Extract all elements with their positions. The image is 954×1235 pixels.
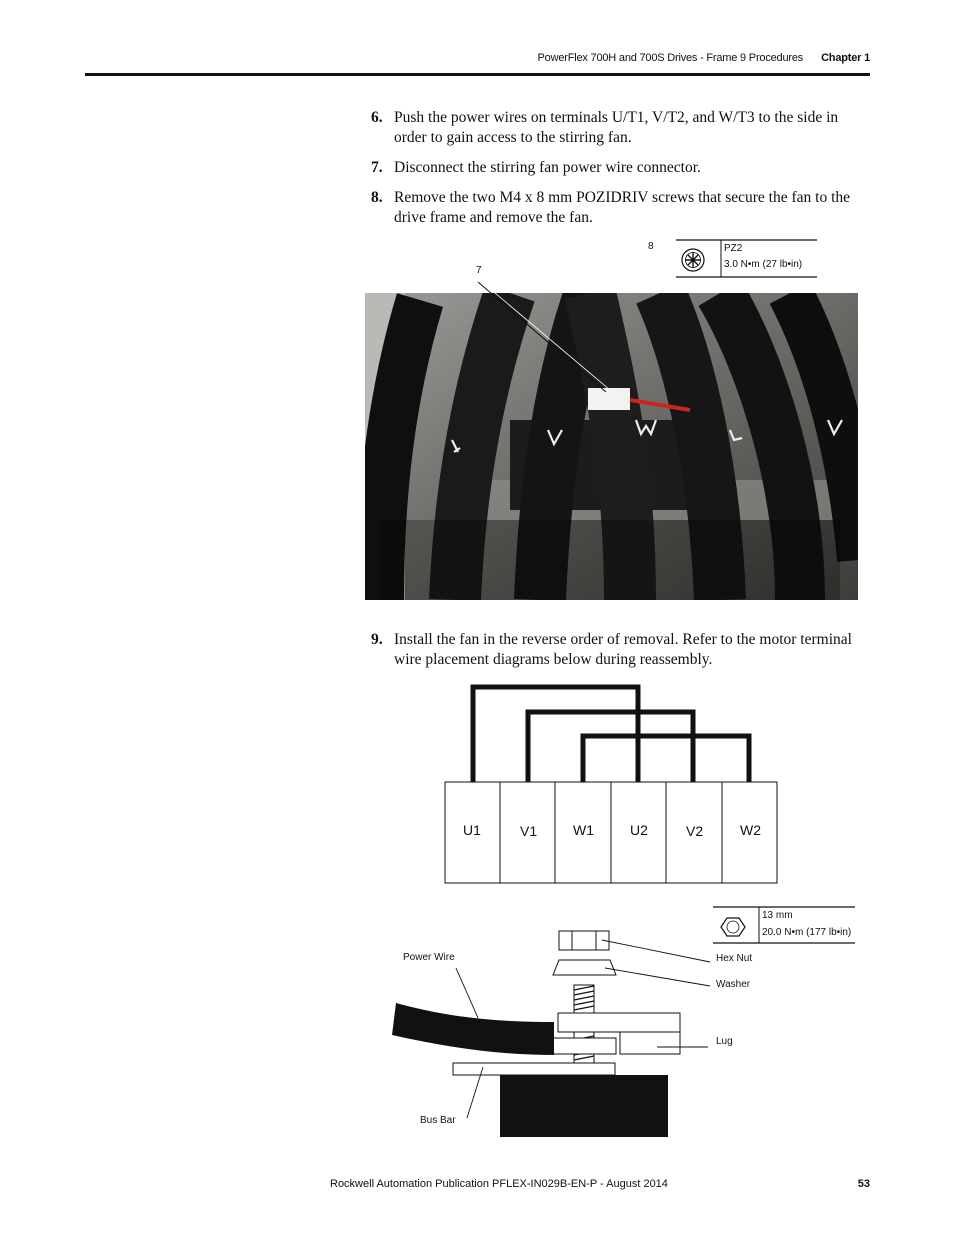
step-text: Disconnect the stirring fan power wire connector.	[394, 159, 701, 176]
pozidriv-callout	[676, 240, 817, 277]
step-text: Push the power wires on terminals U/T1, V/T2, and W/T3 to the side in order to gain access to the stirring fan.	[394, 109, 839, 146]
footer-publication: Rockwell Automation Publication PFLEX-IN029B-EN-P - August 2014	[330, 1178, 668, 1190]
terminal-label: U1	[463, 822, 481, 838]
step-text: Install the fan in the reverse order of removal. Refer to the motor terminal wire placement diagrams below during reassembly.	[394, 631, 852, 668]
pz-torque-label: 3.0 N•m (27 lb•in)	[724, 259, 803, 270]
pozidriv-icon	[682, 249, 704, 271]
lug-top-plate	[558, 1013, 680, 1032]
step-number: 9.	[371, 631, 383, 648]
callout-7-label: 7	[476, 265, 482, 276]
hex-nut-icon	[721, 918, 745, 936]
bus-bar-block	[500, 1075, 668, 1137]
pz-bit-label: PZ2	[724, 243, 743, 254]
terminal-label: W2	[740, 822, 761, 838]
terminal-wiring-diagram	[445, 687, 777, 883]
step-9	[371, 630, 871, 670]
terminal-label: W1	[573, 822, 594, 838]
bus-bar	[453, 1063, 615, 1075]
terminal-label: V1	[520, 823, 538, 839]
step-text: Remove the two M4 x 8 mm POZIDRIV screws that secure the fan to the drive frame and remove the fan.	[394, 189, 851, 226]
page-number: 53	[857, 1178, 870, 1190]
hex-size-label: 13 mm	[762, 910, 793, 921]
lug-bottom-plate	[548, 1038, 616, 1054]
step-number: 6.	[371, 109, 383, 126]
terminal-label: V2	[686, 823, 704, 839]
step-number: 7.	[371, 159, 383, 176]
power-wire-label: Power Wire	[403, 952, 455, 963]
power-wire	[392, 1003, 554, 1055]
terminal-label: U2	[630, 822, 648, 838]
lug-barrel	[620, 1032, 680, 1054]
lug-label: Lug	[716, 1036, 733, 1047]
fan-photo	[365, 293, 860, 600]
callout-8-label: 8	[648, 241, 654, 252]
step-number: 8.	[371, 189, 383, 206]
washer-label: Washer	[716, 979, 751, 990]
jumper-wires	[473, 687, 749, 782]
washer	[553, 960, 616, 975]
hex-nut	[559, 931, 609, 950]
hex-torque-label: 20.0 N•m (177 lb•in)	[762, 927, 852, 938]
lug-assembly-diagram	[392, 907, 855, 1137]
bus-bar-label: Bus Bar	[420, 1115, 456, 1126]
header-chapter: Chapter 1	[821, 52, 870, 64]
header-title: PowerFlex 700H and 700S Drives - Frame 9 Procedures	[537, 52, 804, 64]
hex-nut-label: Hex Nut	[716, 953, 753, 964]
